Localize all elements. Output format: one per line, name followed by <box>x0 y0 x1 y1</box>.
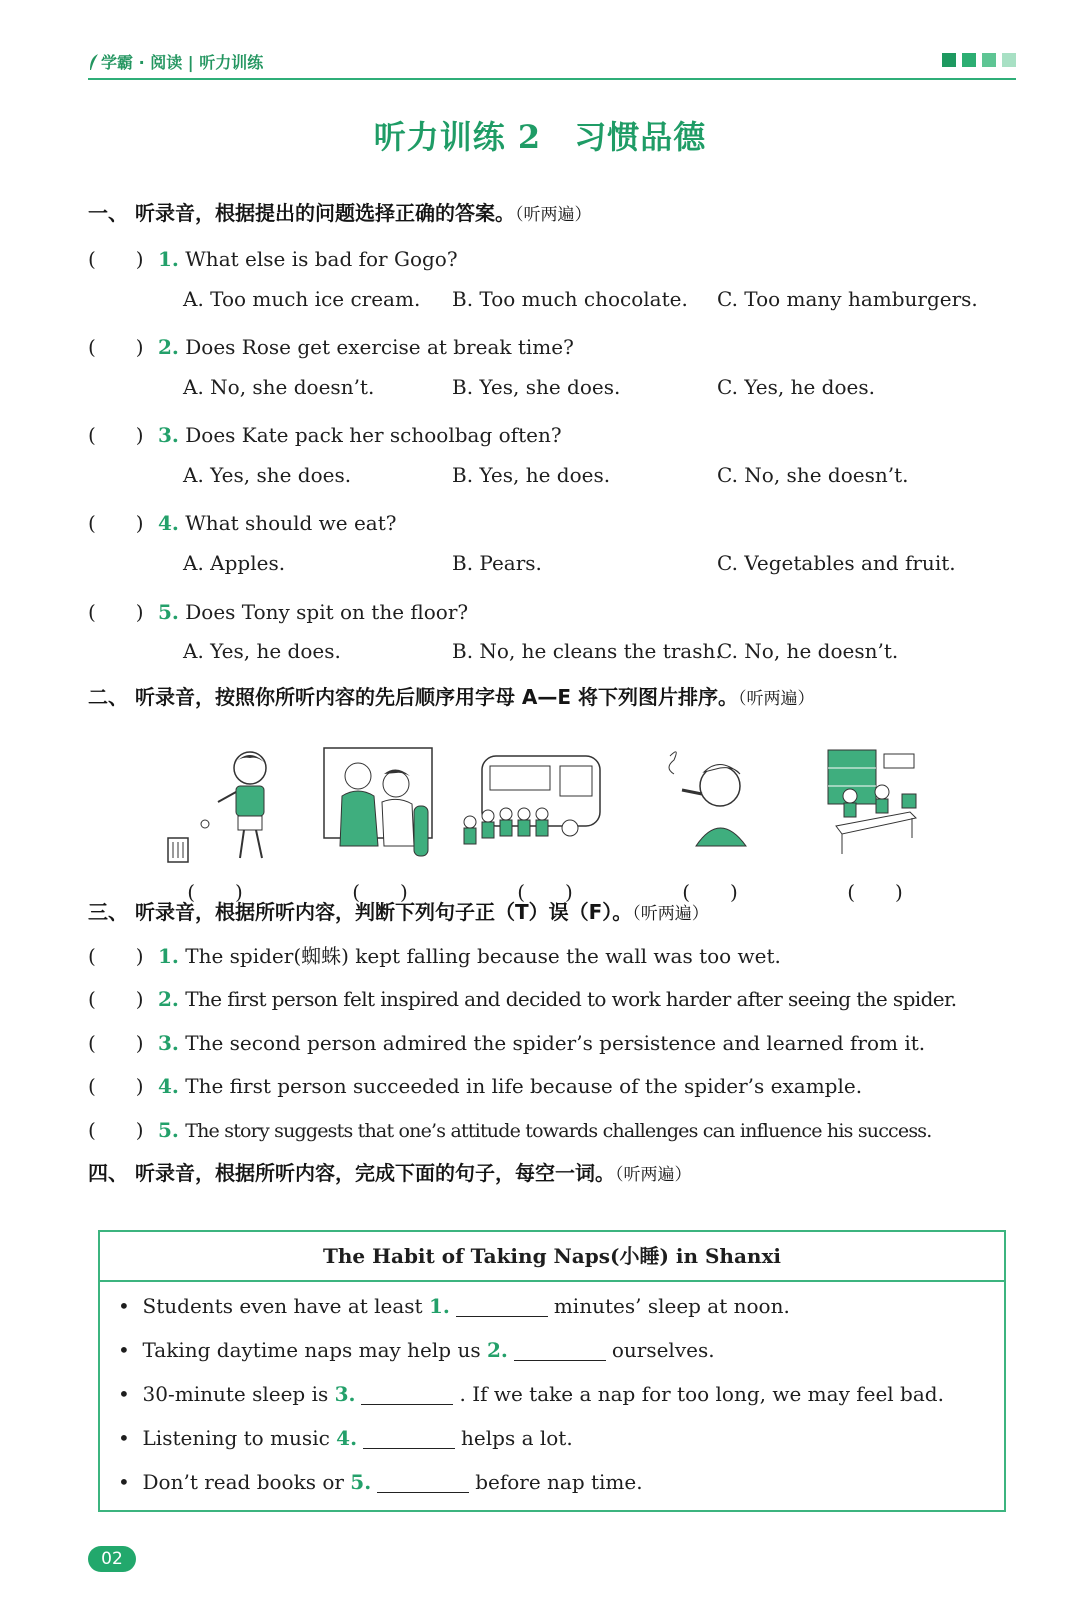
section-4-note: （听两遍） <box>614 1165 692 1185</box>
question-number: 5. <box>158 600 179 624</box>
option-a[interactable]: A. No, she doesn’t. <box>183 375 375 399</box>
tf-item-4 <box>88 1070 862 1099</box>
option-a[interactable]: A. Yes, she does. <box>183 463 352 487</box>
answer-paren[interactable]: ( ) <box>88 335 144 359</box>
blank-number: 5. <box>350 1470 372 1494</box>
line-text: helps a lot. <box>461 1426 573 1450</box>
decorative-squares <box>936 52 1016 71</box>
blank-number: 1. <box>428 1294 450 1318</box>
option-c[interactable]: C. No, she doesn’t. <box>717 463 909 487</box>
question-text: What else is bad for Gogo? <box>185 247 458 271</box>
blank-number: 4. <box>336 1426 358 1450</box>
answer-paren[interactable]: ( ) <box>88 1074 144 1098</box>
question-5 <box>88 596 468 625</box>
answer-paren[interactable]: ( ) <box>88 944 144 968</box>
tf-item-2 <box>88 983 957 1012</box>
answer-paren[interactable]: ( ) <box>88 1118 144 1142</box>
question-2 <box>88 331 574 360</box>
blank-number: 3. <box>334 1382 356 1406</box>
option-c[interactable]: C. Too many hamburgers. <box>717 287 978 311</box>
item-number: 2. <box>158 987 179 1011</box>
picture-answer-paren[interactable]: ( ) <box>352 880 408 904</box>
item-number: 4. <box>158 1074 179 1098</box>
section-3-heading <box>88 896 709 925</box>
tf-item-1 <box>88 940 781 969</box>
picture-answer-paren[interactable]: ( ) <box>187 880 243 904</box>
smoking-man-icon <box>660 746 770 866</box>
picture-answer-paren[interactable]: ( ) <box>847 880 903 904</box>
blank-field[interactable] <box>514 1342 606 1361</box>
item-text: The second person admired the spider’s persistence and learned from it. <box>185 1031 926 1055</box>
question-number: 3. <box>158 423 179 447</box>
queue-bus-icon <box>460 746 604 866</box>
blank-field[interactable] <box>456 1298 548 1317</box>
item-number: 5. <box>158 1118 179 1142</box>
square-icon <box>982 53 996 67</box>
question-number: 4. <box>158 511 179 535</box>
section-1-note: （听两遍） <box>514 205 592 225</box>
line-text: before nap time. <box>475 1470 643 1494</box>
page-header <box>88 48 1016 80</box>
item-number: 1. <box>158 944 179 968</box>
option-b[interactable]: B. Yes, he does. <box>452 463 611 487</box>
question-4 <box>88 507 396 536</box>
section-2-heading <box>88 681 815 710</box>
line-text: minutes’ sleep at noon. <box>553 1294 790 1318</box>
line-text: 30-minute sleep is <box>142 1382 329 1406</box>
answer-paren[interactable]: ( ) <box>88 1031 144 1055</box>
option-b[interactable]: B. Pears. <box>452 551 542 575</box>
option-b[interactable]: B. No, he cleans the trash. <box>452 639 722 663</box>
brand <box>88 50 263 73</box>
item-text: The spider(蜘蛛) kept falling because the wall was too wet. <box>185 944 781 968</box>
answer-paren[interactable]: ( ) <box>88 247 144 271</box>
option-a[interactable]: A. Yes, he does. <box>183 639 341 663</box>
section-1-heading <box>88 197 591 226</box>
square-icon <box>1002 53 1016 67</box>
section-3-note: （听两遍） <box>632 904 709 924</box>
line-text: Students even have at least <box>142 1294 423 1318</box>
question-3 <box>88 419 562 448</box>
question-text: Does Tony spit on the floor? <box>185 600 469 624</box>
fill-line-2: • Taking daytime naps may help us 2. ourselves. <box>118 1338 715 1362</box>
square-icon <box>962 53 976 67</box>
item-text: The story suggests that one’s attitude towards challenges can influence his success. <box>185 1120 932 1142</box>
question-number: 2. <box>158 335 179 359</box>
item-text: The first person succeeded in life because of the spider’s example. <box>185 1074 863 1098</box>
page-number: 02 <box>88 1546 136 1572</box>
blank-number: 2. <box>486 1338 508 1362</box>
line-text: Don’t read books or <box>142 1470 344 1494</box>
section-4-heading <box>88 1157 691 1186</box>
blank-field[interactable] <box>363 1430 455 1449</box>
fill-line-4: • Listening to music 4. helps a lot. <box>118 1426 573 1450</box>
option-a[interactable]: A. Too much ice cream. <box>183 287 421 311</box>
answer-paren[interactable]: ( ) <box>88 600 144 624</box>
blank-field[interactable] <box>361 1386 453 1405</box>
library-kids-icon <box>826 746 922 866</box>
answer-paren[interactable]: ( ) <box>88 511 144 535</box>
section-1-heading-text: 一、 听录音，根据提出的问题选择正确的答案。 <box>88 201 515 225</box>
page-title: 听力训练 2 习惯品德 <box>373 118 707 156</box>
section-2-note: （听两遍） <box>738 689 815 709</box>
answer-paren[interactable]: ( ) <box>88 423 144 447</box>
fill-line-5: • Don’t read books or 5. before nap time. <box>118 1470 643 1494</box>
line-text: . If we take a nap for too long, we may feel bad. <box>459 1382 944 1406</box>
option-b[interactable]: B. Too much chocolate. <box>452 287 688 311</box>
fill-in-box <box>98 1230 1006 1512</box>
option-b[interactable]: B. Yes, she does. <box>452 375 621 399</box>
tf-item-3 <box>88 1027 925 1056</box>
square-icon <box>942 53 956 67</box>
option-c[interactable]: C. Vegetables and fruit. <box>717 551 956 575</box>
line-text: Listening to music <box>142 1426 330 1450</box>
fill-line-1: • Students even have at least 1. minutes’ sleep at noon. <box>118 1294 790 1318</box>
question-1 <box>88 243 458 272</box>
tf-item-5 <box>88 1114 931 1143</box>
box-title: The Habit of Taking Naps(小睡) in Shanxi <box>100 1232 1004 1282</box>
picture-answer-paren[interactable]: ( ) <box>682 880 738 904</box>
help-elderly-icon <box>322 746 434 866</box>
blank-field[interactable] <box>377 1474 469 1493</box>
fill-line-3: • 30-minute sleep is 3. . If we take a nap for too long, we may feel bad. <box>118 1382 944 1406</box>
question-text: Does Kate pack her schoolbag often? <box>185 423 562 447</box>
section-3-heading-text: 三、 听录音，根据所听内容，判断下列句子正（T）误（F）。 <box>88 900 633 924</box>
section-4-heading-text: 四、 听录音，根据所听内容，完成下面的句子，每空一词。 <box>88 1161 615 1185</box>
option-c[interactable]: C. No, he doesn’t. <box>717 639 899 663</box>
boy-litter-icon <box>160 746 280 866</box>
question-text: What should we eat? <box>185 511 397 535</box>
leaf-icon <box>88 54 98 70</box>
brand-text: 学霸 · 阅读 | 听力训练 <box>101 53 264 72</box>
question-text: Does Rose get exercise at break time? <box>185 335 574 359</box>
option-c[interactable]: C. Yes, he does. <box>717 375 875 399</box>
line-text: ourselves. <box>611 1338 715 1362</box>
question-number: 1. <box>158 247 179 271</box>
answer-paren[interactable]: ( ) <box>88 987 144 1011</box>
item-text: The first person felt inspired and decided to work harder after seeing the spider. <box>185 987 957 1011</box>
item-number: 3. <box>158 1031 179 1055</box>
option-a[interactable]: A. Apples. <box>183 551 286 575</box>
line-text: Taking daytime naps may help us <box>142 1338 481 1362</box>
picture-answer-paren[interactable]: ( ) <box>517 880 573 904</box>
section-2-heading-text: 二、 听录音，按照你所听内容的先后顺序用字母 A—E 将下列图片排序。 <box>88 685 739 709</box>
